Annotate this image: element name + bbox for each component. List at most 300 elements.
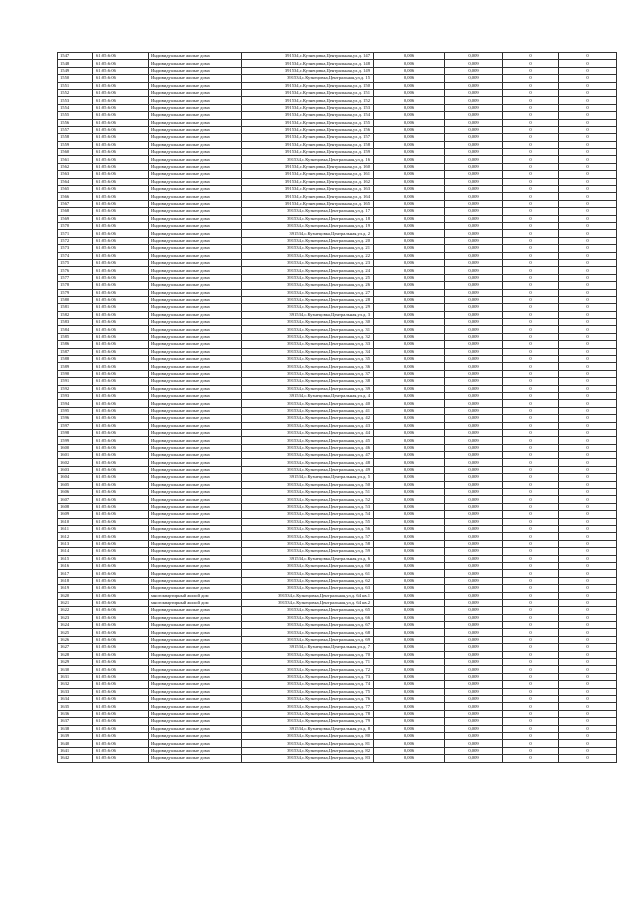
table-row: [58, 274, 617, 281]
table-row: [58, 259, 617, 266]
cell-value-3: 0: [503, 89, 559, 96]
cell-value-3: 0: [503, 200, 559, 207]
cell-value-4: 0: [559, 163, 617, 170]
cell-object-type: Индивидуальные жилые дома: [149, 245, 242, 252]
cell-value-1: 0,006: [374, 267, 445, 274]
cell-value-4: 0: [559, 725, 617, 732]
cell-value-4: 0: [559, 319, 617, 326]
cell-value-4: 0: [559, 141, 617, 148]
cell-value-3: 0: [503, 319, 559, 326]
cell-row-number: 1628: [58, 651, 93, 658]
cell-value-2: 0,009: [445, 474, 503, 481]
cell-value-1: 0,006: [374, 466, 445, 473]
table-row: [58, 208, 617, 215]
cell-value-1: 0,006: [374, 296, 445, 303]
cell-value-1: 0,006: [374, 392, 445, 399]
cell-address: 391534,с.Кузнецовка,Центральная,ул.д. 30: [242, 319, 374, 326]
cell-value-1: 0,006: [374, 341, 445, 348]
cell-value-2: 0,009: [445, 592, 503, 599]
cell-cadastral-code: 61:05:6:06: [93, 282, 149, 289]
cell-value-4: 0: [559, 622, 617, 629]
cell-cadastral-code: 61:05:6:06: [93, 511, 149, 518]
cell-value-1: 0,006: [374, 481, 445, 488]
cell-object-type: Индивидуальные жилые дома: [149, 577, 242, 584]
cell-value-1: 0,006: [374, 666, 445, 673]
cell-row-number: 1562: [58, 163, 93, 170]
cell-value-3: 0: [503, 755, 559, 762]
cell-value-2: 0,009: [445, 104, 503, 111]
cell-value-4: 0: [559, 112, 617, 119]
table-row: [58, 592, 617, 599]
cell-object-type: Индивидуальные жилые дома: [149, 304, 242, 311]
cell-row-number: 1609: [58, 511, 93, 518]
cell-address: 391534,с.Кузнецовка,Центральная,ул.д. 153: [242, 104, 374, 111]
cell-value-4: 0: [559, 392, 617, 399]
cell-value-1: 0,006: [374, 333, 445, 340]
cell-value-2: 0,009: [445, 629, 503, 636]
cell-value-3: 0: [503, 540, 559, 547]
cell-address: 391534,с.Кузнецовка,Центральная,ул.д. 32: [242, 333, 374, 340]
cell-cadastral-code: 61:05:6:06: [93, 252, 149, 259]
cell-cadastral-code: 61:05:6:06: [93, 215, 149, 222]
table-row: [58, 385, 617, 392]
cell-value-1: 0,006: [374, 378, 445, 385]
table-row: [58, 112, 617, 119]
cell-address: 391534,с.Кузнецовка,Центральная,ул.д. 76: [242, 695, 374, 702]
cell-row-number: 1604: [58, 474, 93, 481]
cell-object-type: Индивидуальные жилые дома: [149, 452, 242, 459]
cell-address: 391534,с.Кузнецовка,Центральная,ул.д. 28: [242, 296, 374, 303]
cell-value-2: 0,009: [445, 710, 503, 717]
cell-value-3: 0: [503, 659, 559, 666]
table-row: [58, 341, 617, 348]
cell-value-1: 0,006: [374, 215, 445, 222]
table-row: [58, 193, 617, 200]
cell-value-4: 0: [559, 437, 617, 444]
cell-cadastral-code: 61:05:6:06: [93, 614, 149, 621]
cell-row-number: 1597: [58, 422, 93, 429]
cell-value-2: 0,009: [445, 400, 503, 407]
cell-object-type: Индивидуальные жилые дома: [149, 533, 242, 540]
cell-value-3: 0: [503, 348, 559, 355]
cell-row-number: 1630: [58, 666, 93, 673]
table-row: [58, 474, 617, 481]
cell-value-3: 0: [503, 718, 559, 725]
table-row: [58, 666, 617, 673]
cell-value-3: 0: [503, 208, 559, 215]
cell-value-1: 0,006: [374, 718, 445, 725]
cell-address: 391534,с.Кузнецовка,Центральная,ул.д. 155: [242, 119, 374, 126]
cell-value-3: 0: [503, 363, 559, 370]
cell-value-2: 0,009: [445, 585, 503, 592]
cell-object-type: Индивидуальные жилые дома: [149, 267, 242, 274]
table-row: [58, 740, 617, 747]
cell-address: 391534,с.Кузнецовка,Центральная,ул.д. 64 кв.2: [242, 599, 374, 606]
cell-row-number: 1639: [58, 732, 93, 739]
table-row: [58, 681, 617, 688]
table-row: [58, 156, 617, 163]
cell-address: 391534,с.Кузнецовка,Центральная,ул.д. 22: [242, 252, 374, 259]
cell-value-4: 0: [559, 740, 617, 747]
cell-cadastral-code: 61:05:6:06: [93, 171, 149, 178]
cell-object-type: Индивидуальные жилые дома: [149, 710, 242, 717]
cell-value-1: 0,006: [374, 452, 445, 459]
cell-cadastral-code: 61:05:6:06: [93, 112, 149, 119]
cell-row-number: 1572: [58, 237, 93, 244]
cell-cadastral-code: 61:05:6:06: [93, 444, 149, 451]
cell-row-number: 1615: [58, 555, 93, 562]
cell-object-type: Индивидуальные жилые дома: [149, 296, 242, 303]
cell-value-3: 0: [503, 452, 559, 459]
cell-value-4: 0: [559, 341, 617, 348]
cell-object-type: Индивидуальные жилые дома: [149, 540, 242, 547]
cell-cadastral-code: 61:05:6:06: [93, 186, 149, 193]
cell-value-3: 0: [503, 651, 559, 658]
table-row: [58, 245, 617, 252]
cell-address: 391534,с.Кузнецовка,Центральная,ул.д. 48: [242, 459, 374, 466]
cell-value-1: 0,006: [374, 518, 445, 525]
cell-object-type: Индивидуальные жилые дома: [149, 326, 242, 333]
cell-value-1: 0,006: [374, 60, 445, 67]
table-row: [58, 710, 617, 717]
cell-cadastral-code: 61:05:6:06: [93, 592, 149, 599]
cell-value-3: 0: [503, 681, 559, 688]
cell-value-2: 0,009: [445, 200, 503, 207]
cell-row-number: 1548: [58, 60, 93, 67]
cell-cadastral-code: 61:05:6:06: [93, 245, 149, 252]
cell-cadastral-code: 61:05:6:06: [93, 97, 149, 104]
cell-value-2: 0,009: [445, 718, 503, 725]
cell-value-3: 0: [503, 570, 559, 577]
cell-value-3: 0: [503, 585, 559, 592]
cell-value-3: 0: [503, 415, 559, 422]
cell-object-type: Индивидуальные жилые дома: [149, 149, 242, 156]
cell-cadastral-code: 61:05:6:06: [93, 629, 149, 636]
cell-value-3: 0: [503, 67, 559, 74]
cell-object-type: Индивидуальные жилые дома: [149, 363, 242, 370]
cell-value-2: 0,009: [445, 614, 503, 621]
cell-row-number: 1593: [58, 392, 93, 399]
cell-value-2: 0,009: [445, 141, 503, 148]
cell-value-2: 0,009: [445, 489, 503, 496]
cell-object-type: Индивидуальные жилые дома: [149, 429, 242, 436]
cell-value-3: 0: [503, 259, 559, 266]
cell-object-type: Индивидуальные жилые дома: [149, 422, 242, 429]
cell-address: 391534,с.Кузнецовка,Центральная,ул.д. 17: [242, 208, 374, 215]
cell-row-number: 1606: [58, 489, 93, 496]
table-row: [58, 599, 617, 606]
cell-value-2: 0,009: [445, 208, 503, 215]
table-row: [58, 178, 617, 185]
cell-value-2: 0,009: [445, 326, 503, 333]
cell-value-4: 0: [559, 695, 617, 702]
cell-value-2: 0,009: [445, 89, 503, 96]
cell-row-number: 1586: [58, 341, 93, 348]
cell-cadastral-code: 61:05:6:06: [93, 555, 149, 562]
cell-value-2: 0,009: [445, 67, 503, 74]
cell-value-1: 0,006: [374, 474, 445, 481]
cell-value-2: 0,009: [445, 659, 503, 666]
table-row: [58, 629, 617, 636]
cell-row-number: 1550: [58, 75, 93, 82]
cell-object-type: Индивидуальные жилые дома: [149, 415, 242, 422]
cell-value-1: 0,006: [374, 555, 445, 562]
cell-value-3: 0: [503, 444, 559, 451]
cell-object-type: Индивидуальные жилые дома: [149, 186, 242, 193]
cell-address: 391534,с.Кузнецовка,Центральная,ул.д. 62: [242, 577, 374, 584]
cell-value-1: 0,006: [374, 511, 445, 518]
table-row: [58, 636, 617, 643]
cell-address: 391534,с.Кузнецовка,Центральная,ул.д. 47: [242, 452, 374, 459]
cell-row-number: 1595: [58, 407, 93, 414]
table-row: [58, 400, 617, 407]
cell-address: 391534,с.Кузнецовка,Центральная,ул.д. 43: [242, 422, 374, 429]
cell-value-3: 0: [503, 688, 559, 695]
cell-value-3: 0: [503, 533, 559, 540]
cell-address: 391534,с.Кузнецовка,Центральная,ул.д. 151: [242, 89, 374, 96]
table-row: [58, 673, 617, 680]
cell-address: 391534,с.Кузнецовка,Центральная,ул.д. 31: [242, 326, 374, 333]
cell-value-2: 0,009: [445, 363, 503, 370]
cell-value-4: 0: [559, 444, 617, 451]
cell-value-2: 0,009: [445, 703, 503, 710]
cell-address: 391534,с.Кузнецовка,Центральная,ул.д. 16: [242, 156, 374, 163]
cell-object-type: Индивидуальные жилые дома: [149, 274, 242, 281]
cell-value-3: 0: [503, 407, 559, 414]
cell-row-number: 1574: [58, 252, 93, 259]
cell-value-1: 0,006: [374, 178, 445, 185]
table-row: [58, 725, 617, 732]
cell-row-number: 1642: [58, 755, 93, 762]
cell-value-2: 0,009: [445, 60, 503, 67]
cell-value-4: 0: [559, 311, 617, 318]
cell-value-4: 0: [559, 459, 617, 466]
cell-value-3: 0: [503, 53, 559, 60]
cell-cadastral-code: 61:05:6:06: [93, 570, 149, 577]
cell-cadastral-code: 61:05:6:06: [93, 208, 149, 215]
table-row: [58, 282, 617, 289]
cell-cadastral-code: 61:05:6:06: [93, 703, 149, 710]
cell-value-2: 0,009: [445, 348, 503, 355]
cell-value-4: 0: [559, 134, 617, 141]
table-row: [58, 186, 617, 193]
table-row: [58, 326, 617, 333]
cell-value-2: 0,009: [445, 282, 503, 289]
cell-value-3: 0: [503, 282, 559, 289]
cell-value-4: 0: [559, 149, 617, 156]
cell-cadastral-code: 61:05:6:06: [93, 755, 149, 762]
table-row: [58, 540, 617, 547]
cell-value-2: 0,009: [445, 533, 503, 540]
cell-value-2: 0,009: [445, 296, 503, 303]
cell-object-type: Индивидуальные жилые дома: [149, 607, 242, 614]
cell-address: 391534,с.Кузнецовка,Центральная,ул.д. 58: [242, 540, 374, 547]
cell-value-1: 0,006: [374, 429, 445, 436]
cell-row-number: 1641: [58, 747, 93, 754]
cell-value-2: 0,009: [445, 747, 503, 754]
cell-address: 391534,с.Кузнецовка,Центральная,ул.д. 26: [242, 282, 374, 289]
cell-object-type: Индивидуальные жилые дома: [149, 230, 242, 237]
cell-cadastral-code: 61:05:6:06: [93, 53, 149, 60]
cell-cadastral-code: 61:05:6:06: [93, 474, 149, 481]
cell-value-3: 0: [503, 607, 559, 614]
cell-cadastral-code: 61:05:6:06: [93, 222, 149, 229]
cell-value-3: 0: [503, 725, 559, 732]
cell-row-number: 1632: [58, 681, 93, 688]
cell-cadastral-code: 61:05:6:06: [93, 60, 149, 67]
cell-value-4: 0: [559, 747, 617, 754]
cell-row-number: 1637: [58, 718, 93, 725]
cell-address: 391534,с.Кузнецовка,Центральная,ул.д. 33: [242, 341, 374, 348]
cell-row-number: 1594: [58, 400, 93, 407]
table-row: [58, 422, 617, 429]
table-row: [58, 622, 617, 629]
cell-value-4: 0: [559, 489, 617, 496]
cell-object-type: Индивидуальные жилые дома: [149, 119, 242, 126]
cell-value-4: 0: [559, 666, 617, 673]
cell-object-type: Индивидуальные жилые дома: [149, 695, 242, 702]
cell-object-type: Индивидуальные жилые дома: [149, 718, 242, 725]
cell-value-1: 0,006: [374, 540, 445, 547]
cell-cadastral-code: 61:05:6:06: [93, 415, 149, 422]
cell-row-number: 1619: [58, 585, 93, 592]
table-body: [58, 53, 617, 763]
cell-row-number: 1611: [58, 526, 93, 533]
cell-row-number: 1613: [58, 540, 93, 547]
cell-value-2: 0,009: [445, 681, 503, 688]
cell-object-type: Индивидуальные жилые дома: [149, 489, 242, 496]
cell-value-3: 0: [503, 636, 559, 643]
cell-value-2: 0,009: [445, 422, 503, 429]
cell-value-1: 0,006: [374, 526, 445, 533]
cell-cadastral-code: 61:05:6:06: [93, 407, 149, 414]
cell-value-2: 0,009: [445, 496, 503, 503]
cell-value-3: 0: [503, 126, 559, 133]
cell-value-1: 0,006: [374, 141, 445, 148]
cell-cadastral-code: 61:05:6:06: [93, 481, 149, 488]
cell-value-2: 0,009: [445, 178, 503, 185]
table-row: [58, 496, 617, 503]
cell-object-type: Индивидуальные жилые дома: [149, 178, 242, 185]
cell-value-1: 0,006: [374, 548, 445, 555]
cell-value-2: 0,009: [445, 378, 503, 385]
cell-value-1: 0,006: [374, 459, 445, 466]
cell-cadastral-code: 61:05:6:06: [93, 370, 149, 377]
cell-object-type: Индивидуальные жилые дома: [149, 341, 242, 348]
cell-value-2: 0,009: [445, 570, 503, 577]
cell-cadastral-code: 61:05:6:06: [93, 67, 149, 74]
table-row: [58, 215, 617, 222]
cell-value-1: 0,006: [374, 725, 445, 732]
table-row: [58, 75, 617, 82]
cell-row-number: 1556: [58, 119, 93, 126]
cell-value-1: 0,006: [374, 407, 445, 414]
cell-value-2: 0,009: [445, 407, 503, 414]
cell-value-3: 0: [503, 695, 559, 702]
cell-value-2: 0,009: [445, 548, 503, 555]
cell-cadastral-code: 61:05:6:06: [93, 75, 149, 82]
cell-value-4: 0: [559, 415, 617, 422]
cell-cadastral-code: 61:05:6:06: [93, 141, 149, 148]
cell-object-type: Индивидуальные жилые дома: [149, 104, 242, 111]
cell-row-number: 1590: [58, 370, 93, 377]
cell-value-4: 0: [559, 570, 617, 577]
table-row: [58, 747, 617, 754]
cell-row-number: 1640: [58, 740, 93, 747]
cell-object-type: Индивидуальные жилые дома: [149, 259, 242, 266]
cell-object-type: Индивидуальные жилые дома: [149, 67, 242, 74]
cell-row-number: 1583: [58, 319, 93, 326]
cell-address: 391534,с.Кузнецовка,Центральная,ул.д. 66: [242, 614, 374, 621]
table-row: [58, 171, 617, 178]
cell-object-type: Индивидуальные жилые дома: [149, 673, 242, 680]
cell-row-number: 1569: [58, 215, 93, 222]
cell-cadastral-code: 61:05:6:06: [93, 259, 149, 266]
cell-value-4: 0: [559, 104, 617, 111]
cell-address: 391534,с.Кузнецовка,Центральная,ул.д. 15: [242, 75, 374, 82]
cell-address: 391534,с.Кузнецовка,Центральная,ул.д. 18: [242, 215, 374, 222]
cell-object-type: Индивидуальные жилые дома: [149, 112, 242, 119]
cell-value-3: 0: [503, 75, 559, 82]
cell-value-3: 0: [503, 474, 559, 481]
cell-address: 391534,с.Кузнецовка,Центральная,ул.д. 41: [242, 407, 374, 414]
cell-value-3: 0: [503, 237, 559, 244]
table-row: [58, 97, 617, 104]
cell-cadastral-code: 61:05:6:06: [93, 695, 149, 702]
cell-cadastral-code: 61:05:6:06: [93, 718, 149, 725]
cell-row-number: 1578: [58, 282, 93, 289]
cell-value-3: 0: [503, 104, 559, 111]
cell-value-3: 0: [503, 562, 559, 569]
cell-value-1: 0,006: [374, 186, 445, 193]
cell-value-3: 0: [503, 518, 559, 525]
cell-value-3: 0: [503, 526, 559, 533]
table-row: [58, 370, 617, 377]
cell-value-4: 0: [559, 267, 617, 274]
cell-cadastral-code: 61:05:6:06: [93, 644, 149, 651]
table-row: [58, 126, 617, 133]
cell-value-1: 0,006: [374, 237, 445, 244]
cell-value-2: 0,009: [445, 274, 503, 281]
cell-row-number: 1591: [58, 378, 93, 385]
cell-cadastral-code: 61:05:6:06: [93, 496, 149, 503]
cell-cadastral-code: 61:05:6:06: [93, 385, 149, 392]
cell-value-3: 0: [503, 171, 559, 178]
table-row: [58, 415, 617, 422]
table-row: [58, 607, 617, 614]
table-row: [58, 163, 617, 170]
cell-cadastral-code: 61:05:6:06: [93, 688, 149, 695]
cell-value-4: 0: [559, 607, 617, 614]
cell-cadastral-code: 61:05:6:06: [93, 82, 149, 89]
cell-value-1: 0,006: [374, 126, 445, 133]
cell-object-type: Индивидуальные жилые дома: [149, 222, 242, 229]
cell-object-type: Индивидуальные жилые дома: [149, 237, 242, 244]
cell-object-type: Индивидуальные жилые дома: [149, 126, 242, 133]
cell-object-type: Индивидуальные жилые дома: [149, 570, 242, 577]
cell-row-number: 1622: [58, 607, 93, 614]
table-row: [58, 104, 617, 111]
cell-value-4: 0: [559, 688, 617, 695]
cell-row-number: 1636: [58, 710, 93, 717]
cell-cadastral-code: 61:05:6:06: [93, 319, 149, 326]
table-row: [58, 644, 617, 651]
cell-value-3: 0: [503, 747, 559, 754]
cell-cadastral-code: 61:05:6:06: [93, 673, 149, 680]
cell-value-3: 0: [503, 112, 559, 119]
cell-value-2: 0,009: [445, 622, 503, 629]
cell-value-1: 0,006: [374, 644, 445, 651]
